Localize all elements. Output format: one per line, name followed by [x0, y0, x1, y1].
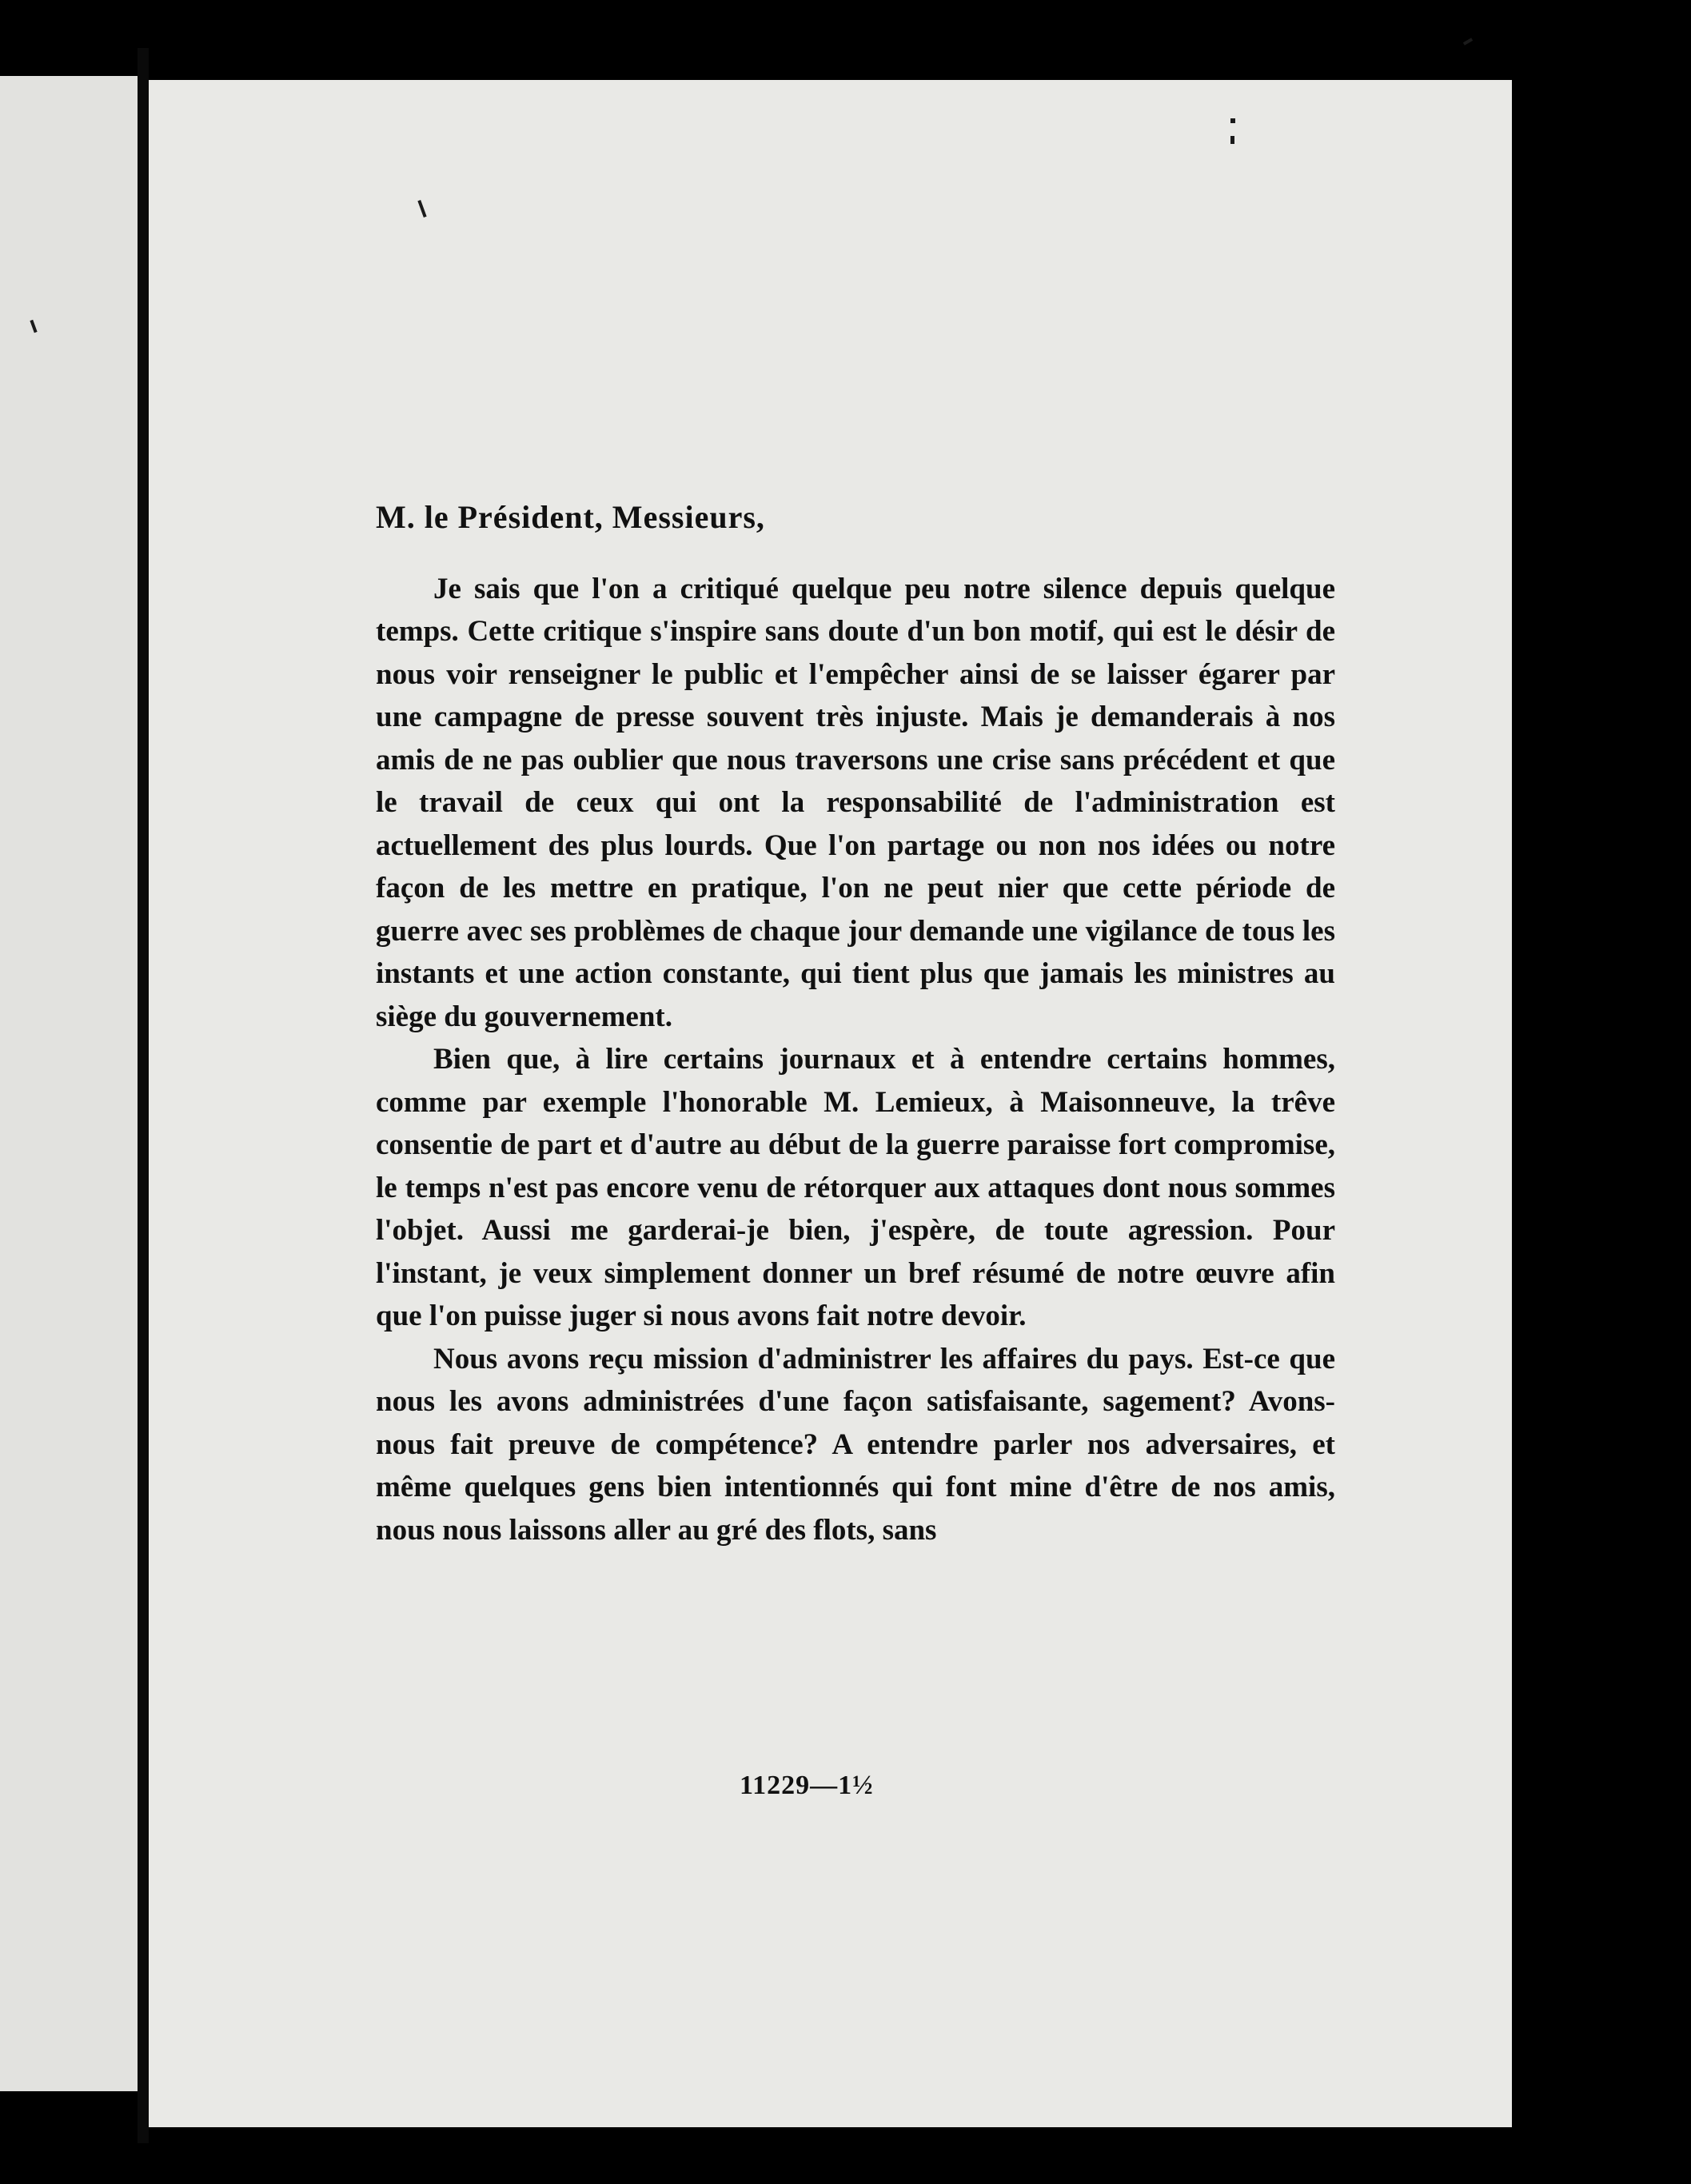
speech-text	[376, 496, 1335, 1551]
paragraph: Je sais que l'on a critiqué quelque peu notre silence depuis quelque temps. Cette critique s'inspire sans doute d'un bon motif, qui est le désir de nous voir renseigner le public et l'empêcher ainsi de se laisser égarer par une campagne de presse souvent très injuste. Mais je demanderais à nos amis de ne pas oublier que nous traversons une crise sans précédent et que le travail de ceux qui ont la responsabilité de l'administration est actuellement des plus lourds. Que l'on partage ou non nos idées ou notre façon de les mettre en pratique, l'on ne peut nier que cette période de guerre avec ses problèmes de chaque jour demande une vigilance de tous les instants et une action constante, qui tient plus que jamais les ministres au siège du gouvernement.	[376, 572, 1335, 1033]
book-spine	[138, 48, 149, 2143]
scan-speck	[1230, 118, 1235, 123]
page-signature-number: 11229—1½	[740, 1771, 874, 1800]
paragraph: Nous avons reçu mission d'administrer les affaires du pays. Est-ce que nous les avons administrées d'une façon satisfaisante, sagement? Avons-nous fait preuve de compétence? A entendre parler nos adversaires, et même quelques gens bien intentionnés qui font mine d'être de nos amis, nous nous laissons aller au gré des flots, sans	[376, 1342, 1335, 1547]
scan-speck	[417, 200, 426, 218]
salutation: M. le Président, Messieurs,	[376, 499, 765, 535]
scan-speck	[1463, 38, 1473, 45]
scan-speck	[1230, 136, 1234, 144]
paragraph: Bien que, à lire certains journaux et à entendre certains hommes, comme par exemple l'honorable M. Lemieux, à Maisonneuve, la trêve consentie de part et d'autre au début de la guerre paraisse fort compromise, le temps n'est pas encore venu de rétorquer aux attaques dont nous sommes l'objet. Aussi me garderai-je bien, j'espère, de toute agression. Pour l'instant, je veux simplement donner un bref résumé de notre œuvre afin que l'on puisse juger si nous avons fait notre devoir.	[376, 1043, 1335, 1332]
left-page-edge	[0, 76, 138, 2091]
